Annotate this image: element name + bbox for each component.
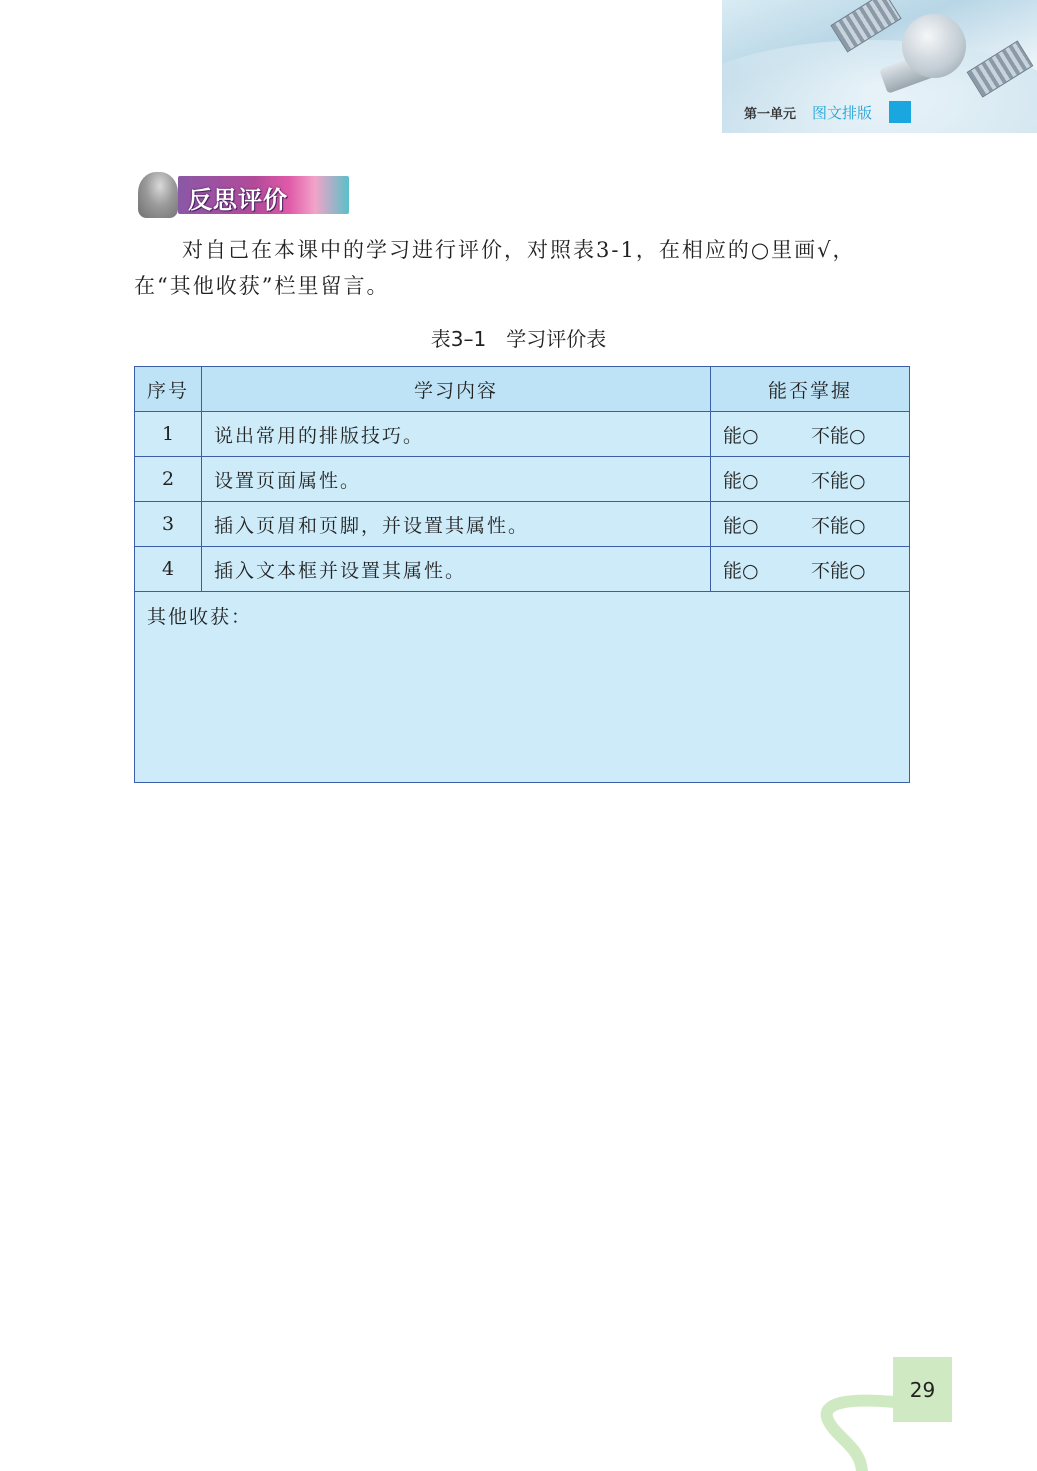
section-badge	[134, 172, 350, 220]
unit-label: 第一单元	[744, 106, 797, 122]
option-no[interactable]: 不能○	[811, 469, 866, 492]
option-no[interactable]: 不能○	[811, 559, 866, 582]
decorative-curl-icon	[810, 1380, 900, 1471]
table-row	[135, 547, 910, 592]
table-caption: 表3–1 学习评价表	[430, 327, 607, 351]
row-content: 插入文本框并设置其属性。	[202, 547, 711, 592]
row-mastery	[711, 412, 910, 457]
intro-line: 在“其他收获”栏里留言。	[134, 274, 390, 298]
header-color-block	[889, 101, 911, 123]
badge-label: 反思评价	[188, 186, 288, 214]
satellite-graphic	[902, 14, 966, 78]
intro-paragraph	[134, 232, 910, 304]
option-no[interactable]: 不能○	[811, 424, 866, 447]
unit-title: 图文排版	[812, 103, 873, 122]
running-header	[744, 101, 872, 123]
option-yes[interactable]: 能○	[723, 469, 759, 492]
option-yes[interactable]: 能○	[723, 424, 759, 447]
table-row	[135, 502, 910, 547]
row-number: 3	[135, 502, 202, 547]
table-header-row	[135, 367, 910, 412]
table-row	[135, 412, 910, 457]
row-number: 2	[135, 457, 202, 502]
header-number: 序号	[135, 367, 202, 412]
row-number: 1	[135, 412, 202, 457]
header-mastery: 能否掌握	[711, 367, 910, 412]
row-mastery	[711, 502, 910, 547]
option-yes[interactable]: 能○	[723, 514, 759, 537]
other-gains-field[interactable]	[135, 592, 910, 783]
evaluation-table	[134, 366, 910, 783]
row-mastery	[711, 457, 910, 502]
intro-line: 对自己在本课中的学习进行评价，对照表3-1，在相应的○里画√，	[182, 238, 856, 262]
other-gains-row	[135, 592, 910, 783]
page-number: 29	[893, 1357, 952, 1422]
row-content: 说出常用的排版技巧。	[202, 412, 711, 457]
person-silhouette-icon	[138, 172, 178, 218]
table-row	[135, 457, 910, 502]
row-content: 插入页眉和页脚，并设置其属性。	[202, 502, 711, 547]
row-number: 4	[135, 547, 202, 592]
header-content: 学习内容	[202, 367, 711, 412]
option-no[interactable]: 不能○	[811, 514, 866, 537]
option-yes[interactable]: 能○	[723, 559, 759, 582]
row-mastery	[711, 547, 910, 592]
row-content: 设置页面属性。	[202, 457, 711, 502]
other-gains-label: 其他收获：	[147, 606, 253, 628]
